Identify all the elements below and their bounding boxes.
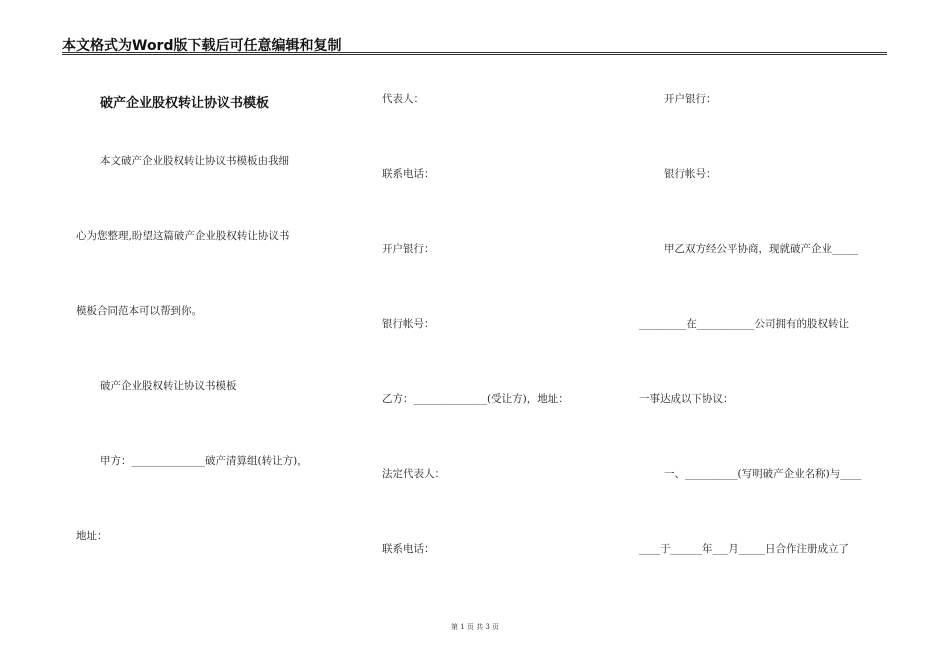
col2-line: 银行帐号： <box>382 318 435 330</box>
col1-line: 心为您整理,盼望这篇破产企业股权转让协议书 <box>76 230 290 242</box>
col2-line: 开户银行： <box>382 243 435 255</box>
col2-line: 法定代表人： <box>382 468 445 480</box>
col2-party-b: 乙方：______________(受让方)，地址： <box>382 393 569 405</box>
col1-line: 模板合同范本可以帮到你。 <box>76 305 202 317</box>
col3-line: _________在___________公司拥有的股权转让 <box>639 318 849 330</box>
col3-line: 一事达成以下协议： <box>639 393 734 405</box>
col3-line: ____于______年___月_____日合作注册成立了 <box>639 543 849 555</box>
col2-line: 联系电话： <box>382 168 435 180</box>
col1-address: 地址： <box>76 530 108 542</box>
page-number: 第 1 页 共 3 页 <box>450 623 500 631</box>
col1-party-a: 甲方：______________破产清算组(转让方)， <box>100 455 308 467</box>
col3-line: 开户银行： <box>664 93 717 105</box>
header-rule-top <box>62 52 887 53</box>
document-title: 破产企业股权转让协议书模板 <box>100 96 270 111</box>
col3-line: 甲乙双方经公平协商，现就破产企业_____ <box>664 243 859 255</box>
download-banner: 本文格式为Word版下载后可任意编辑和复制 <box>62 38 342 54</box>
col3-line: 一、__________(写明破产企业名称)与____ <box>664 468 862 480</box>
col2-line: 代表人： <box>382 93 424 105</box>
col1-subtitle: 破产企业股权转让协议书模板 <box>100 380 237 392</box>
col2-line: 联系电话： <box>382 543 435 555</box>
col1-line: 本文破产企业股权转让协议书模板由我细 <box>100 155 289 167</box>
header-rule-bottom <box>62 54 887 55</box>
col3-line: 银行帐号： <box>664 168 717 180</box>
